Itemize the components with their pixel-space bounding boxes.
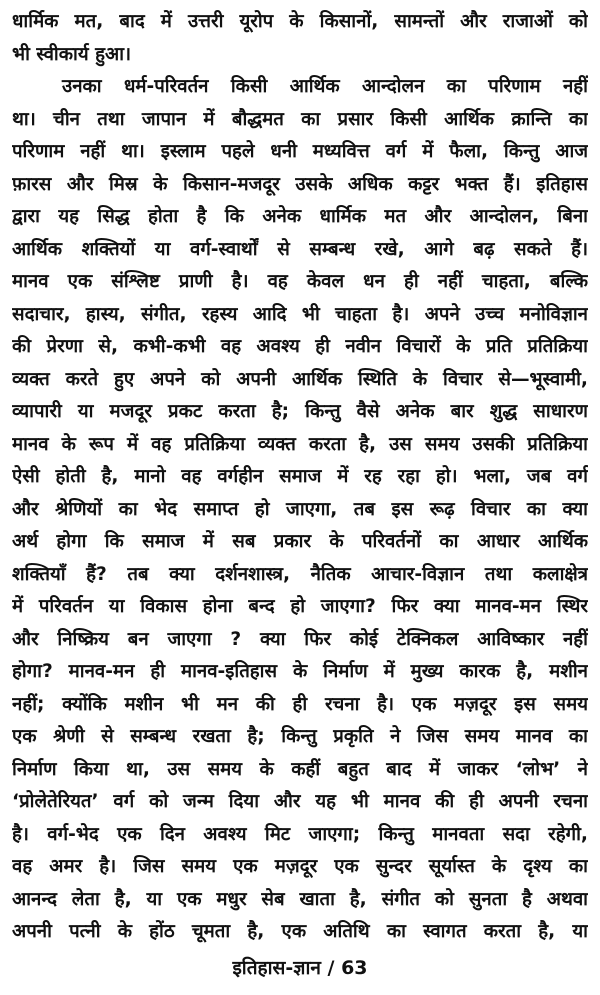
text-line: शक्तियाँ हैं? तब क्या दर्शनशास्त्र, नैतिक आचार-विज्ञान तथा कलाक्षेत्र (12, 563, 588, 585)
text-line: उनका धर्म-परिवर्तन किसी आर्थिक आन्दोलन का परिणाम नहीं (62, 76, 588, 97)
text-line: व्यापारी या मजदूर प्रकट करता है; किन्तु वैसे अनेक बार शुद्ध साधारण (12, 401, 588, 422)
text-line: धार्मिक मत, बाद में उत्तरी यूरोप के किसानों, सामन्तों और राजाओं को (12, 11, 588, 32)
text-line: अर्थ होगा कि समाज में सब प्रकार के परिवर्तनों का आधार आर्थिक (12, 531, 588, 552)
text-line: होगा? मानव-मन ही मानव-इतिहास के निर्माण में मुख्य कारक है, मशीन (12, 661, 588, 682)
text-line: सदाचार, हास्य, संगीत, रहस्य आदि भी चाहता है। अपने उच्च मनोविज्ञान (12, 303, 588, 325)
text-line: अपनी पत्नी के होंठ चूमता है, एक अतिथि का स्वागत करता है, या (12, 921, 588, 942)
text-line: है। वर्ग-भेद एक दिन अवश्य मिट जाएगा; किन्तु मानवता सदा रहेगी, (12, 823, 588, 845)
text-line: व्यक्त करते हुए अपने को अपनी आर्थिक स्थिति के विचार से—भूस्वामी, (12, 368, 588, 390)
text-line: परिणाम नहीं था। इस्लाम पहले धनी मध्यवित्त वर्ग में फैला, किन्तु आज (12, 141, 588, 162)
text-line: वह अमर है। जिस समय एक मज़दूर एक सुन्दर सूर्यास्त के दृश्य का (12, 856, 588, 877)
text-line: ऐसी होती है, मानो वह वर्गहीन समाज में रह रहा हो। भला, जब वर्ग (12, 466, 588, 487)
text-line: भी स्वीकार्य हुआ। (12, 43, 132, 65)
text-line: आर्थिक शक्तियों या वर्ग-स्वार्थों से सम्बन्ध रखे, आगे बढ़ सकते हैं। (12, 238, 588, 260)
text-line: मानव एक संश्लिष्ट प्राणी है। वह केवल धन ही नहीं चाहता, बल्कि (12, 271, 588, 292)
text-line: मानव के रूप में वह प्रतिक्रिया व्यक्त करता है, उस समय उसकी प्रतिक्रिया (12, 433, 588, 455)
text-line: नहीं; क्योंकि मशीन भी मन की ही रचना है। एक मज़दूर इस समय (12, 693, 588, 715)
page-footer: इतिहास-ज्ञान / 63 (232, 957, 368, 979)
text-line: द्वारा यह सिद्ध होता है कि अनेक धार्मिक मत और आन्दोलन, बिना (12, 206, 588, 227)
text-line: और निष्क्रिय बन जाएगा ? क्या फिर कोई टेक्निकल आविष्कार नहीं (12, 628, 588, 650)
text-line: में परिवर्तन या विकास होना बन्द हो जाएगा? फिर क्या मानव-मन स्थिर (12, 596, 588, 617)
text-line: और श्रेणियों का भेद समाप्त हो जाएगा, तब इस रूढ़ विचार का क्या (12, 498, 588, 520)
text-line: एक श्रेणी से सम्बन्ध रखता है; किन्तु प्रकृति ने जिस समय मानव का (12, 726, 588, 747)
text-line: फ़ारस और मिस्र के किसान-मजदूर उसके अधिक कट्टर भक्त हैं। इतिहास (12, 173, 588, 195)
text-line: ‘प्रोलेतेरियत’ वर्ग को जन्म दिया और यह भी मानव की ही अपनी रचना (12, 791, 588, 812)
text-line: आनन्द लेता है, या एक मधुर सेब खाता है, संगीत को सुनता है अथवा (12, 888, 588, 910)
body-text (12, 6, 588, 949)
text-line: निर्माण किया था, उस समय के कहीं बहुत बाद में जाकर ‘लोभ’ ने (12, 758, 588, 780)
text-line: की प्रेरणा से, कभी-कभी वह अवश्य ही नवीन विचारों के प्रति प्रतिक्रिया (12, 336, 588, 357)
text-line: था। चीन तथा जापान में बौद्धमत का प्रसार किसी आर्थिक क्रान्ति का (12, 108, 588, 130)
